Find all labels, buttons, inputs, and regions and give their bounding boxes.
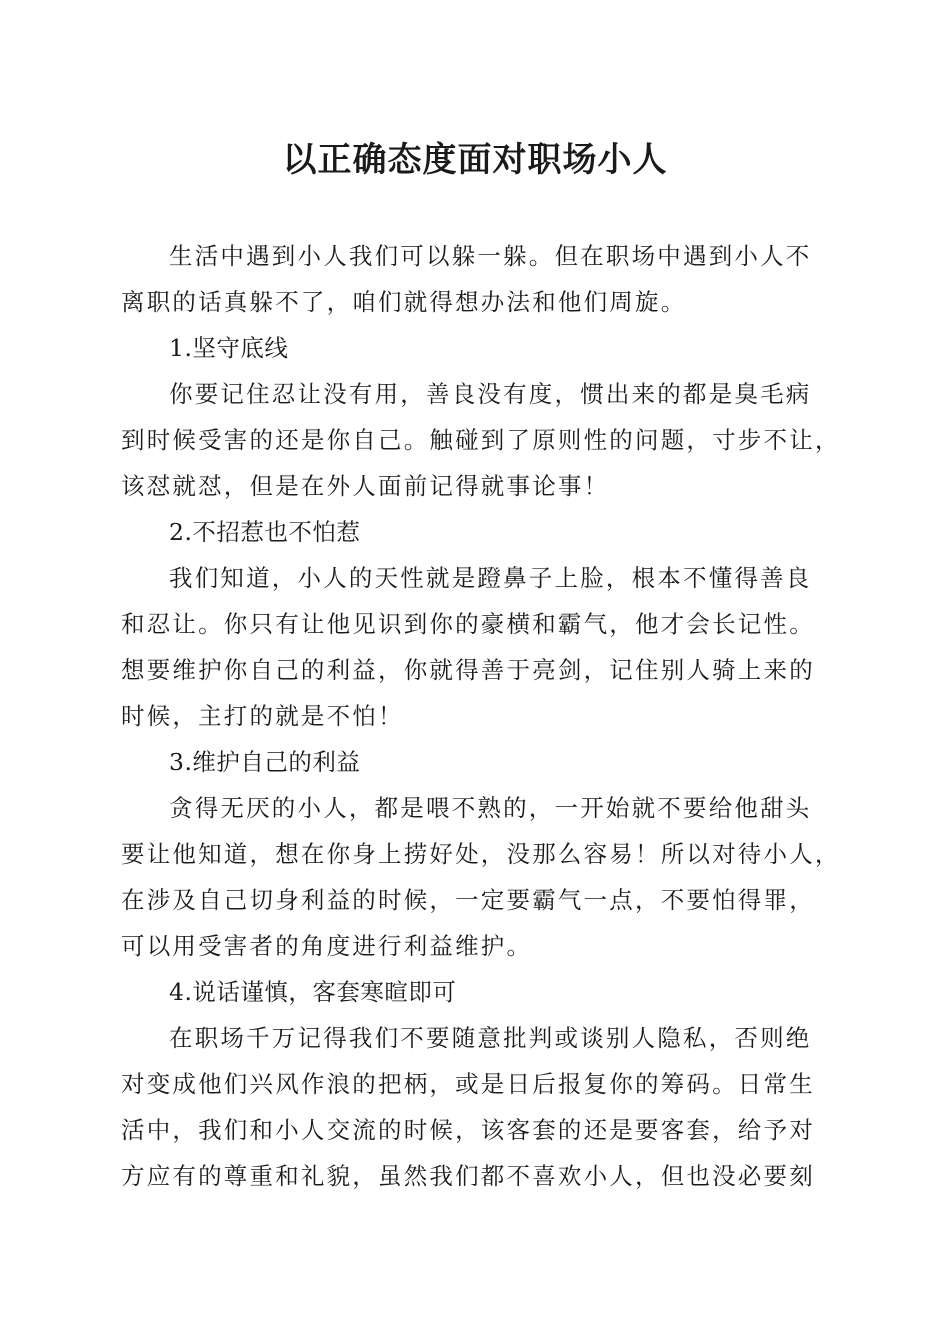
paragraph-line: 你要记住忍让没有用，善良没有度，惯出来的都是臭毛病 (169, 380, 812, 408)
paragraph-line: 该怼就怼，但是在外人面前记得就事论事！ (121, 472, 610, 500)
paragraph-line: 时候，主打的就是不怕！ (121, 702, 404, 730)
paragraph-line: 对变成他们兴风作浪的把柄，或是日后报复你的筹码。日常生 (121, 1070, 815, 1098)
paragraph-line: 方应有的尊重和礼貌，虽然我们都不喜欢小人，但也没必要刻 (121, 1162, 815, 1190)
section-heading: 2.不招惹也不怕惹 (169, 518, 361, 546)
document-body (121, 233, 841, 1199)
paragraph-line: 要让他知道，想在你身上捞好处，没那么容易！所以对待小人， (121, 840, 841, 868)
paragraph-line: 可以用受害者的角度进行利益维护。 (121, 932, 533, 960)
paragraph-line: 到时候受害的还是你自己。触碰到了原则性的问题，寸步不让， (121, 426, 841, 454)
paragraph-line: 在涉及自己切身利益的时候，一定要霸气一点，不要怕得罪， (121, 886, 815, 914)
document-title: 以正确态度面对职场小人 (282, 140, 668, 180)
paragraph-line: 活中，我们和小人交流的时候，该客套的还是要客套，给予对 (121, 1116, 815, 1144)
paragraph-line: 想要维护你自己的利益，你就得善于亮剑，记住别人骑上来的 (121, 656, 815, 684)
paragraph-line: 生活中遇到小人我们可以躲一躲。但在职场中遇到小人不 (169, 242, 812, 270)
paragraph-line: 离职的话真躲不了，咱们就得想办法和他们周旋。 (121, 288, 687, 316)
paragraph-line: 贪得无厌的小人，都是喂不熟的，一开始就不要给他甜头 (169, 794, 812, 822)
paragraph-line: 和忍让。你只有让他见识到你的豪横和霸气，他才会长记性。 (121, 610, 815, 638)
section-heading: 1.坚守底线 (169, 334, 289, 362)
section-heading: 4.说话谨慎，客套寒暄即可 (169, 978, 457, 1006)
paragraph-line: 我们知道，小人的天性就是蹬鼻子上脸，根本不懂得善良 (169, 564, 812, 592)
paragraph-line: 在职场千万记得我们不要随意批判或谈别人隐私，否则绝 (169, 1024, 812, 1052)
section-heading: 3.维护自己的利益 (169, 748, 361, 776)
